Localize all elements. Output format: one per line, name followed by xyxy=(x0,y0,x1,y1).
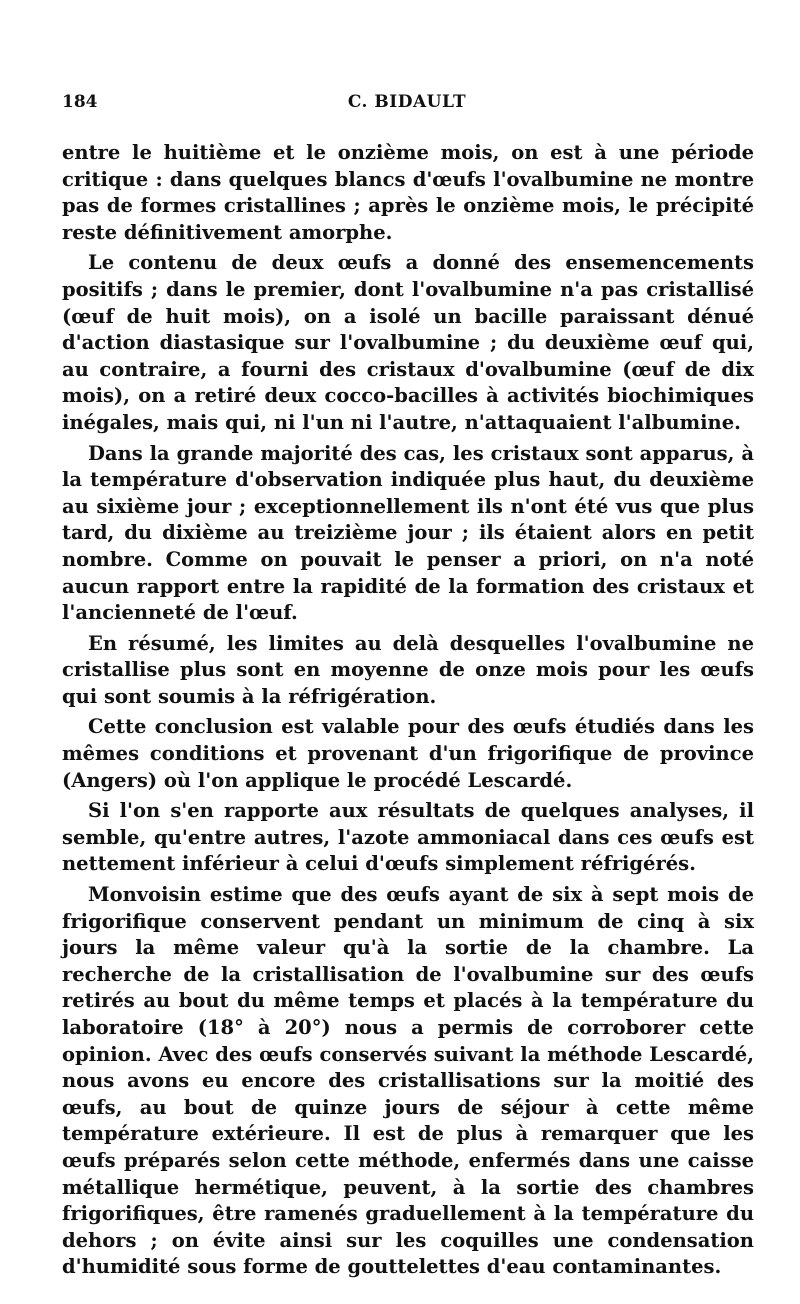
paragraph-2: Le contenu de deux œufs a donné des ensemencements positifs ; dans le premier, dont l'ovalbumine n'a pas cristallisé (œuf de huit mois), on a isolé un bacille paraissant dénué d'action diastasique sur l'ovalbumine ; du deuxième œuf qui, au contraire, a fourni des cristaux d'ovalbumine (œuf de dix mois), on a retiré deux cocco-bacilles à activités biochimiques inégales, mais qui, ni l'un ni l'autre, n'attaquaient l'albumine. xyxy=(62,251,754,434)
paragraph-7: Monvoisin estime que des œufs ayant de six à sept mois de frigorifique conservent pendant un minimum de cinq à six jours la même valeur qu'à la sortie de la chambre. La recherche de la cristallisation de l'ovalbumine sur des œufs retirés au bout du même temps et placés à la température du laboratoire (18° à 20°) nous a permis de corroborer cette opinion. Avec des œufs conservés suivant la méthode Lescardé, nous avons eu encore des cristallisations sur la moitié des œufs, au bout de quinze jours de séjour à cette même température extérieure. Il est de plus à remarquer que les œufs préparés selon cette méthode, enfermés dans une caisse métallique hermétique, peuvent, à la sortie des chambres frigorifiques, être ramenés graduellement à la température du dehors ; on évite ainsi sur les coquilles une condensation d'humidité sous forme de gouttelettes d'eau contaminantes. xyxy=(62,883,754,1279)
page-body xyxy=(62,140,754,1285)
page-header xyxy=(62,92,752,116)
page-number: 184 xyxy=(62,92,98,112)
paragraph-6: Si l'on s'en rapporte aux résultats de quelques analyses, il semble, qu'entre autres, l'azote ammoniacal dans ces œufs est nettement inférieur à celui d'œufs simplement réfrigérés. xyxy=(62,799,754,876)
paragraph-4: En résumé, les limites au delà desquelles l'ovalbumine ne cristallise plus sont en moyenne de onze mois pour les œufs qui sont soumis à la réfrigération. xyxy=(62,631,754,708)
paragraph-5: Cette conclusion est valable pour des œufs étudiés dans les mêmes conditions et provenant d'un frigorifique de province (Angers) où l'on applique le procédé Lescardé. xyxy=(62,715,754,792)
running-head: C. BIDAULT xyxy=(347,92,467,112)
paragraph-1: entre le huitième et le onzième mois, on est à une période critique : dans quelques blancs d'œufs l'ovalbumine ne montre pas de formes cristallines ; après le onzième mois, le précipité reste définitivement amorphe. xyxy=(62,141,754,244)
paragraph-3: Dans la grande majorité des cas, les cristaux sont apparus, à la température d'observation indiquée plus haut, du deuxième au sixième jour ; exceptionnellement ils n'ont été vus que plus tard, du dixième au treizième jour ; ils étaient alors en petit nombre. Comme on pouvait le penser a priori, on n'a noté aucun rapport entre la rapidité de la formation des cristaux et l'ancienneté de l'œuf. xyxy=(62,441,754,625)
